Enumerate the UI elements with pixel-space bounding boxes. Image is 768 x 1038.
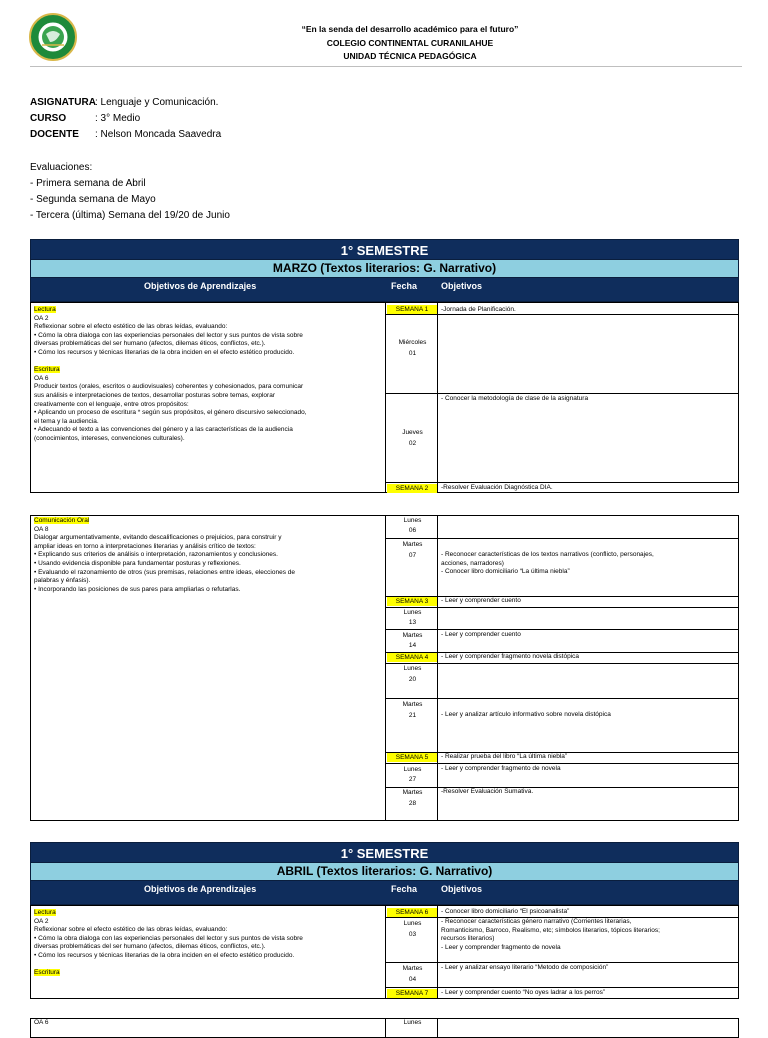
date-day: Martes: [402, 701, 423, 708]
objetivo-lectura: Lectura OA 2 Reflexionar sobre el efecto estético de las obras leídas, evaluando: • Cómo la obra dialoga con las experiencias personales del lector y sus puntos de vista sobre diversas problemáticas del ser humano (afectos, dilemas éticos, conflictos, etc.). • Cómo los recursos y técnicas literarias de la obra inciden en el efecto estético producido. Escritura OA 6 Producir textos (orales, escritos o audiovisuales) coherentes y cohesionados, para comunicar sus análisis e interpretaciones de textos, desarrollar posturas sobre temas, explorar creativamente con el lenguaje, entre otros propósitos: • Aplicando un proceso de escritura * según sus propósitos, el género discursivo seleccionado, el tema y la audiencia. • Adecuando el texto a las convenciones del género y a las características de la audiencia (conocimientos, intereses, convenciones culturales).: [34, 306, 307, 442]
date-day: Miércoles: [398, 339, 427, 346]
day-objective: - Reconocer características género narrativo (Corrientes literarias, Romanticismo, Barroco, Realismo, etc; símbolos literarios, tópicos literarios; recursos literarios) - Leer y comprender fragmento de novela: [441, 918, 660, 951]
week-objective: -Resolver Evaluación Diagnóstica DIA.: [441, 484, 553, 491]
header-divider: [30, 66, 742, 67]
day-objective: -Resolver Evaluación Sumativa.: [441, 788, 534, 795]
school-motto: “En la senda del desarrollo académico para el futuro”: [301, 24, 519, 34]
date-number: 04: [408, 976, 417, 983]
date-day: Martes: [402, 541, 423, 548]
week-objective: -Jornada de Planificación.: [441, 306, 516, 313]
date-number: 14: [408, 642, 417, 649]
week-objective: - Realizar prueba del libro “La última niebla”: [441, 753, 568, 760]
date-number: 20: [408, 676, 417, 683]
evaluacion-item: - Tercera (última) Semana del 19/20 de Junio: [30, 210, 230, 221]
date-day: Martes: [402, 789, 423, 796]
date-number: 03: [408, 931, 417, 938]
date-number: 06: [408, 527, 417, 534]
date-day: Lunes: [403, 609, 422, 616]
date-day: Lunes: [403, 665, 422, 672]
date-day: Lunes: [403, 920, 422, 927]
table-abril-2: [30, 1018, 739, 1038]
school-logo: [28, 12, 78, 62]
day-objective: - Leer y analizar ensayo literario “Metodo de composición”: [441, 964, 609, 971]
objetivo-comunicacion-oral: Comunicación Oral OA 8 Dialogar argumentativamente, evitando descalificaciones o prejuicios, para construir y ampliar ideas en torno a interpretaciones literarias y análisis crítico de textos: • Explicando sus criterios de análisis o interpretación, razonamientos y conclusiones. • Usando evidencia disponible para fundamentar posturas y reflexiones. • Evaluando el razonamiento de otros (sus premisas, relaciones entre ideas, elecciones de palabras y énfasis). • Incorporando las posiciones de sus pares para ampliarlas o refutarlas.: [34, 517, 295, 593]
date-number: 13: [408, 619, 417, 626]
semester-banner: 1° SEMESTRE: [30, 842, 739, 863]
evaluacion-item: - Segunda semana de Mayo: [30, 194, 156, 205]
day-objective: - Leer y comprender fragmento de novela: [441, 765, 561, 772]
col-objetivos: Objetivos: [441, 281, 483, 291]
table-marzo-1: [30, 302, 739, 493]
table-abril-1: [30, 905, 739, 999]
day-objective: - Conocer la metodología de clase de la asignatura: [441, 395, 589, 402]
date-number: 01: [408, 350, 417, 357]
week-badge: SEMANA 7: [387, 989, 437, 998]
table-header: [30, 880, 739, 905]
month-banner: MARZO (Textos literarios: G. Narrativo): [30, 260, 739, 277]
date-number: 02: [408, 440, 417, 447]
evaluacion-item: - Primera semana de Abril: [30, 178, 146, 189]
table-header: [30, 277, 739, 302]
col-objetivos: Objetivos: [441, 884, 483, 894]
date-number: 07: [408, 552, 417, 559]
objetivo-oa: OA 6: [34, 1019, 49, 1026]
col-fecha: Fecha: [391, 281, 418, 291]
col-objetivos-aprendizaje: Objetivos de Aprendizajes: [144, 281, 257, 291]
date-day: Lunes: [403, 517, 422, 524]
col-objetivos-aprendizaje: Objetivos de Aprendizajes: [144, 884, 257, 894]
date-number: 27: [408, 776, 417, 783]
week-objective: - Leer y comprender cuento “No oyes ladrar a los perros”: [441, 989, 606, 996]
school-name: COLEGIO CONTINENTAL CURANILAHUE: [326, 38, 494, 48]
date-day: Jueves: [402, 429, 423, 436]
date-day: Martes: [402, 632, 423, 639]
col-fecha: Fecha: [391, 884, 418, 894]
table-marzo-2: [30, 515, 739, 821]
week-objective: - Leer y comprender fragmento novela distópica: [441, 653, 580, 660]
date-day: Martes: [402, 965, 423, 972]
week-badge: SEMANA 1: [387, 305, 437, 314]
objetivo-lectura: Lectura OA 2 Reflexionar sobre el efecto estético de las obras leídas, evaluando: • Cómo la obra dialoga con las experiencias personales del lector y sus puntos de vista sobre diversas problemáticas del ser humano (afectos, dilemas éticos, conflictos, etc.). • Cómo los recursos y técnicas literarias de la obra inciden en el efecto estético producido. Escritura: [34, 909, 303, 977]
semester-banner: 1° SEMESTRE: [30, 239, 739, 260]
school-unit: UNIDAD TÉCNICA PEDAGÓGICA: [343, 51, 477, 61]
day-objective: - Leer y analizar artículo informativo sobre novela distópica: [441, 711, 611, 718]
day-objective: - Reconocer características de los textos narrativos (conflicto, personajes, acciones, narradores) - Conocer libro domiciliario “La última niebla”: [441, 551, 654, 576]
week-badge: SEMANA 5: [387, 753, 437, 762]
info-curso: CURSO : 3° Medio: [30, 113, 141, 124]
info-asignatura: ASIGNATURA: Lenguaje y Comunicación.: [30, 97, 219, 108]
evaluaciones-title: Evaluaciones:: [30, 162, 93, 173]
week-badge: SEMANA 4: [387, 653, 437, 662]
info-docente: DOCENTE : Nelson Moncada Saavedra: [30, 129, 222, 140]
day-objective: - Leer y comprender cuento: [441, 631, 521, 638]
week-badge: SEMANA 6: [387, 908, 437, 917]
date-number: 21: [408, 712, 417, 719]
week-badge: SEMANA 2: [387, 484, 437, 493]
date-day: Lunes: [403, 766, 422, 773]
date-day: Lunes: [403, 1019, 422, 1026]
date-number: 28: [408, 800, 417, 807]
week-objective: - Conocer libro domiciliario “El psicoanalista”: [441, 908, 570, 915]
week-badge: SEMANA 3: [387, 597, 437, 606]
month-banner: ABRIL (Textos literarios: G. Narrativo): [30, 863, 739, 880]
week-objective: - Leer y comprender cuento: [441, 597, 521, 604]
